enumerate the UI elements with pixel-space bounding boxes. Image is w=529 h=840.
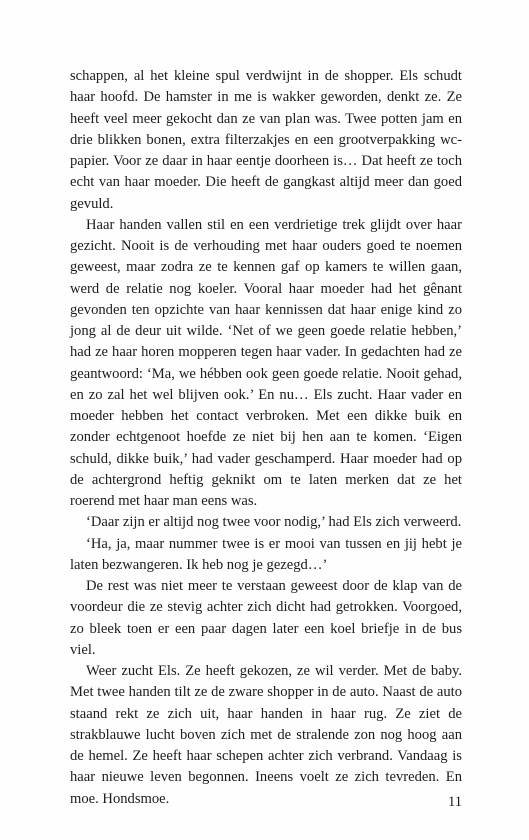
- paragraph-2: Haar handen vallen stil en een verdrietige trek glijdt over haar gezicht. Nooit is de verhouding met haar ouders goed te noemen geweest, maar zodra ze te kennen gaf op kamers te willen gaan, werd de relatie nog koeler. Vooral haar moeder had het gênant gevonden ten opzichte van haar kennissen dat haar enige kind zo jong al de deur uit wilde. ‘Net of we geen goede relatie hebben,’ had ze haar horen mopperen tegen haar vader. In gedachten had ze geantwoord: ‘Ma, we hébben ook geen goede relatie. Nooit gehad, en zo zal het wel blijven ook.’ En nu… Els zucht. Haar vader en moeder hebben het contact verbroken. Met een dikke buik en zonder echtgenoot hoefde ze niet bij hen aan te komen. ‘Eigen schuld, dikke buik,’ had vader geschamperd. Haar moeder had op de achtergrond heftig geknikt om te laten merken dat ze het roerend met haar man eens was.: [70, 216, 462, 509]
- paragraph-3: ‘Daar zijn er altijd nog twee voor nodig,’ had Els zich verweerd.: [86, 514, 462, 531]
- paragraph-6: Weer zucht Els. Ze heeft gekozen, ze wil verder. Met de baby. Met twee handen tilt ze de zware shopper in de auto. Naast de auto staand rekt ze zich uit, haar handen in haar rug. Ze ziet de strakblauwe lucht boven zich met de stralende zon nog hoog aan de hemel. Ze heeft haar schepen achter zich verbrand. Vandaag is haar nieuwe leven begonnen. Ineens voelt ze zich tevreden. En moe. Hondsmoe.: [70, 663, 462, 807]
- page-number: 11: [447, 794, 462, 810]
- paragraph-5: De rest was niet meer te verstaan geweest door de klap van de voordeur die ze stevig achter zich dicht had getrokken. Voorgoed, zo bleek toen er een paar dagen later een koel briefje in de bus viel.: [70, 578, 462, 658]
- paragraph-1: schappen, al het kleine spul verdwijnt in de shopper. Els schudt haar hoofd. De hamster in me is wakker geworden, denkt ze. Ze heeft veel meer gekocht dan ze van plan was. Twee potten jam en drie blikken bonen, extra filterzakjes en een grootverpakking wc-papier. Voor ze daar in haar eentje doorheen is… Dat heeft ze toch echt van haar moeder. Die heeft de gangkast altijd meer dan goed gevuld.: [70, 68, 462, 212]
- paragraph-4: ‘Ha, ja, maar nummer twee is er mooi van tussen en jij hebt je laten bezwangeren. Ik heb nog je gezegd…’: [70, 535, 462, 573]
- body-text: [70, 66, 462, 810]
